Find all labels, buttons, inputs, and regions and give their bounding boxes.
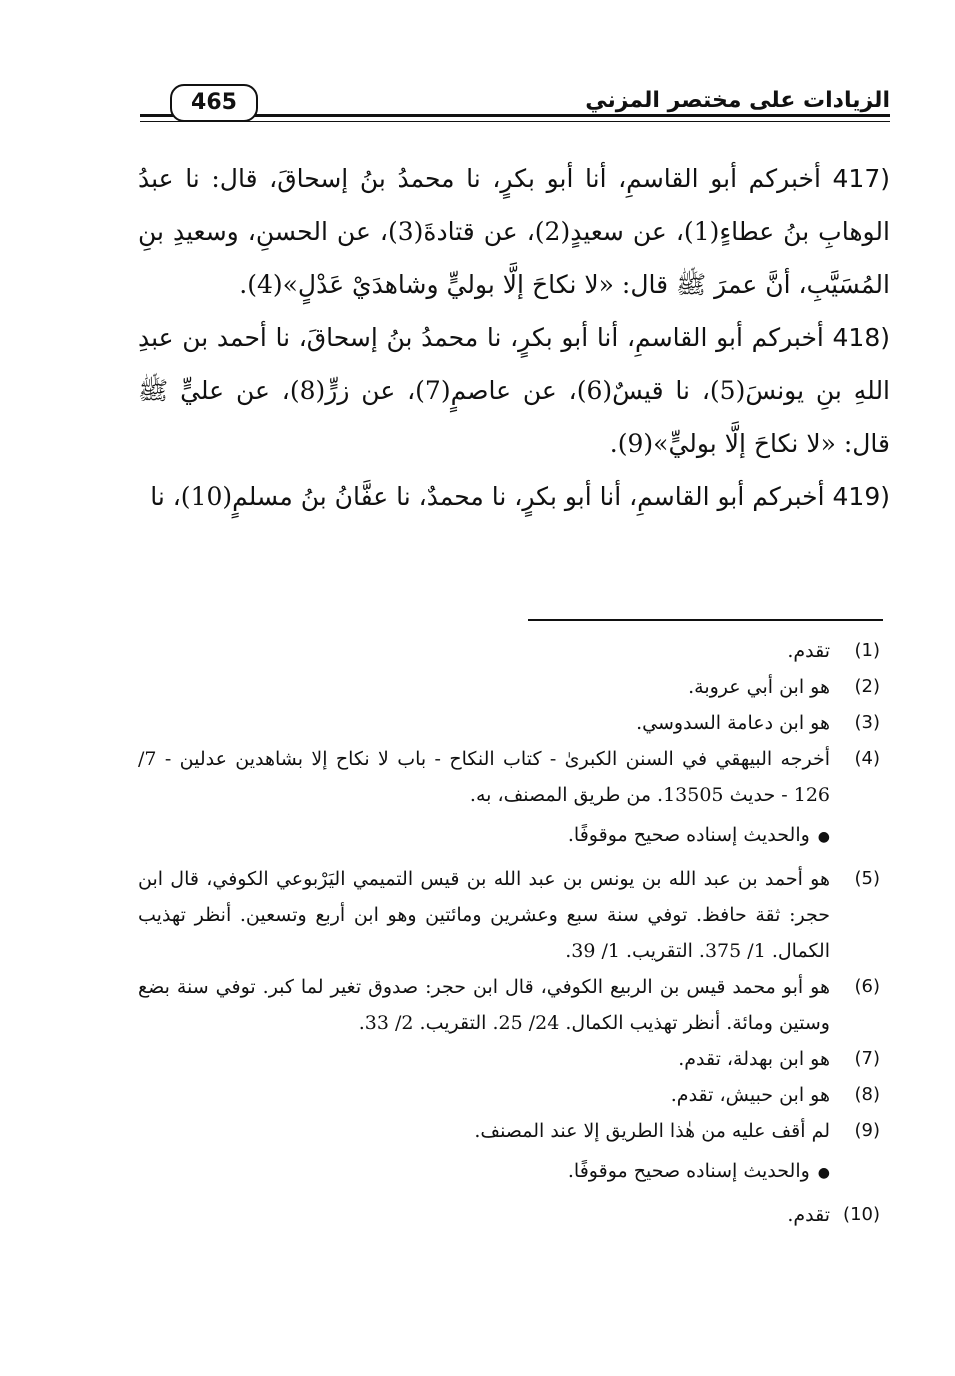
footnote-number: (8) [854, 1084, 880, 1105]
footnote-number: (5) [854, 868, 880, 889]
footnote [138, 969, 880, 1041]
hadith-418 [138, 311, 890, 470]
footnote-text: تقدم. [787, 1204, 830, 1226]
footnote-text: هو أحمد بن عبد الله بن يونس بن عبد الله بن قيس التميمي اليَرْبوعي الكوفي، قال ابن حجر: ثقة حافظ. توفي سنة سبع وعشرين ومائتين وهو ابن أربع وتسعين. أنظر تهذيب الكمال. 1/ 375. التقريب. 1/ 39. [138, 868, 830, 962]
footnote-text: هو ابن أبي عروبة. [688, 676, 830, 698]
footnote [138, 633, 880, 669]
bullet-icon: ● [817, 829, 830, 845]
footnote-number: (6) [854, 976, 880, 997]
hadith-number: 419) [832, 482, 890, 511]
footnote-text: هو ابن حبيش، تقدم. [670, 1084, 830, 1106]
footnote [138, 1077, 880, 1113]
footnote-number: (10) [843, 1204, 880, 1225]
footnote-text: هو ابن بهدلة، تقدم. [678, 1048, 830, 1070]
footnotes [138, 633, 880, 1233]
page-header [140, 84, 890, 128]
footnote-number: (9) [854, 1120, 880, 1141]
grading-note [138, 1153, 880, 1191]
footnote [138, 741, 880, 813]
footnote-text: لم أقف عليه من هٰذا الطريق إلا عند المصنف. [474, 1120, 830, 1142]
header-rule-thin [140, 121, 890, 122]
hadith-text: أخبركم أبو القاسمِ، أنا أبو بكرٍ، نا محمدٌ، نا عفَّانُ بنُ مسلمٍ(10)، نا [150, 482, 833, 511]
footnote-number: (4) [854, 748, 880, 769]
hadith-419 [138, 470, 890, 523]
footnote [138, 669, 880, 705]
footnote-text: هو أبو محمد قيس بن الربيع الكوفي، قال ابن حجر: صدوق تغير لما كبر. توفي سنة بضع وستين ومائة. أنظر تهذيب الكمال. 24/ 25. التقريب. 2/ 33. [138, 976, 830, 1034]
footnote-number: (3) [854, 712, 880, 733]
hadith-text: أخبركم أبو القاسمِ، أنا أبو بكرٍ، نا محمدُ بنُ إسحاقَ، قال: نا عبدُ الوهابِ بنُ عطاءٍ(1)، عن سعيدٍ(2)، عن قتادةَ(3)، عن الحسنِ، وسعيدِ بنِ المُسَيَّبِ، أنَّ عمرَ ﷺ قال: «لا نكاحَ إلَّا بوليٍّ وشاهدَيْ عَدْلٍ»(4). [138, 164, 890, 299]
footnote [138, 1197, 880, 1233]
footnote-text: تقدم. [787, 640, 830, 662]
grading-text: والحديث إسناده صحيح موقوفًا. [567, 1160, 810, 1182]
footnote-number: (7) [854, 1048, 880, 1069]
footnote-separator [528, 619, 883, 621]
footnote [138, 705, 880, 741]
footnote-text: أخرجه البيهقي في السنن الكبرىٰ - كتاب النكاح - باب لا نكاح إلا بشاهدين عدلين - 7/ 126 - حديث 13505. من طريق المصنف، به. [138, 748, 830, 806]
main-text [138, 152, 890, 523]
grading-text: والحديث إسناده صحيح موقوفًا. [567, 824, 810, 846]
hadith-number: 418) [832, 323, 890, 352]
bullet-icon: ● [817, 1165, 830, 1181]
hadith-417 [138, 152, 890, 311]
page-number: 465 [170, 84, 258, 122]
footnote-text: هو ابن دعامة السدوسي. [636, 712, 830, 734]
book-title: الزيادات على مختصر المزني [585, 88, 890, 113]
footnote-number: (1) [854, 640, 880, 661]
footnote [138, 1041, 880, 1077]
hadith-text: أخبركم أبو القاسمِ، أنا أبو بكرٍ، نا محمدُ بنُ إسحاقَ، نا أحمد بن عبدِ اللهِ بنِ يونسَ(5)، نا قيسٌ(6)، عن عاصمٍ(7)، عن زرٍّ(8)، عن عليٍّ ﷺ قال: «لا نكاحَ إلَّا بوليٍّ»(9). [138, 323, 891, 458]
hadith-number: 417) [832, 164, 890, 193]
footnote [138, 861, 880, 969]
grading-note [138, 817, 880, 855]
footnote-number: (2) [854, 676, 880, 697]
footnote [138, 1113, 880, 1149]
